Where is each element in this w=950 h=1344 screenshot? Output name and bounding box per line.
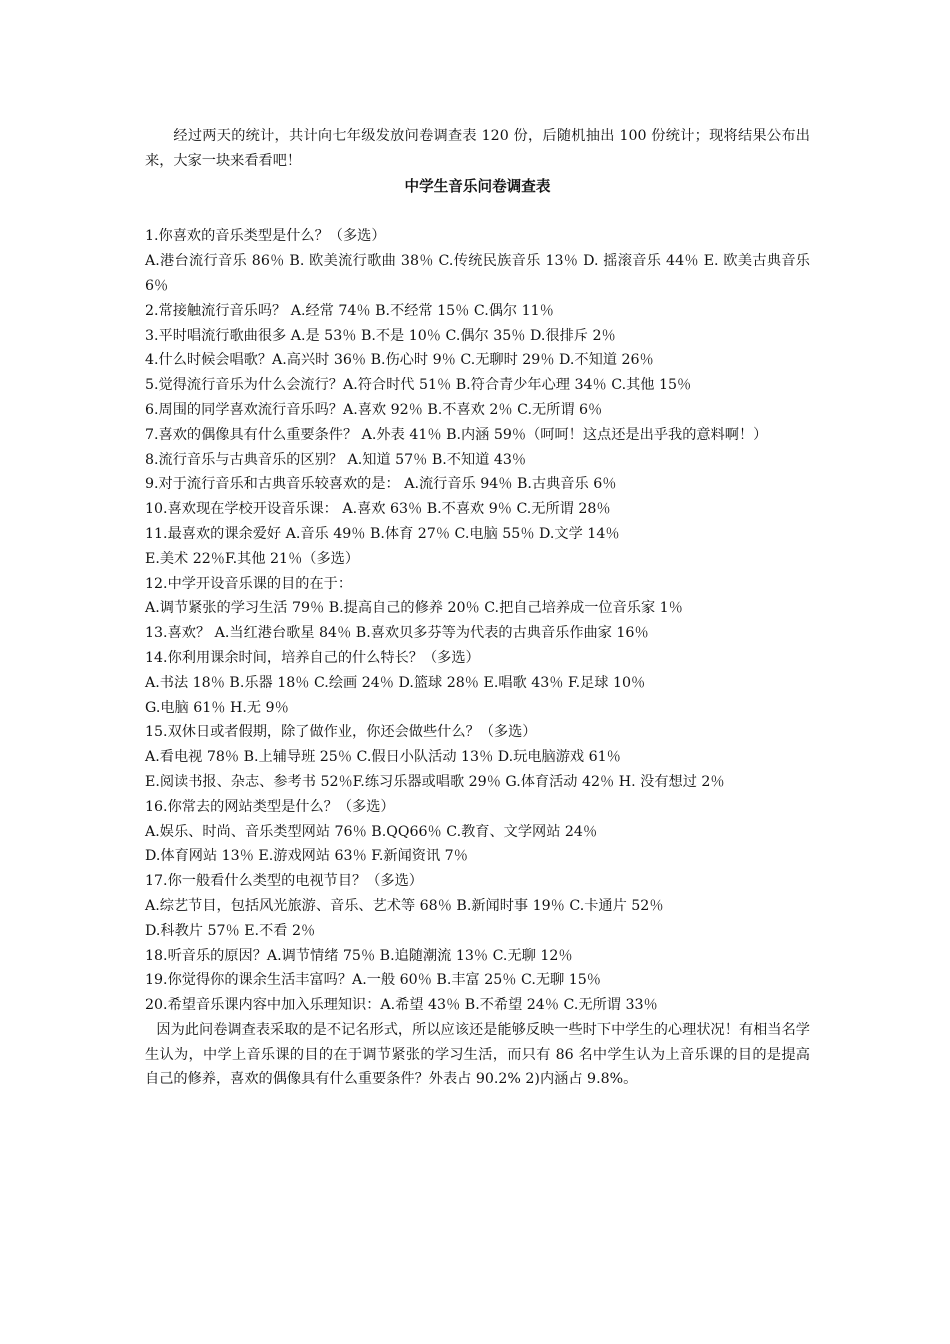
- question-16-options-a: A.娱乐、时尚、音乐类型网站 76％ B.QQ66％ C.教育、文学网站 24％: [145, 823, 598, 840]
- question-7: 7.喜欢的偶像具有什么重要条件？ A.外表 41％ B.内涵 59％（呵呵！这点还是出乎我的意料啊！）: [145, 426, 768, 443]
- question-9: 9.对于流行音乐和古典音乐较喜欢的是： A.流行音乐 94％ B.古典音乐 6％: [145, 476, 617, 493]
- question-14: 14.你利用课余时间，培养自己的什么特长？（多选）: [145, 649, 480, 666]
- blank-line: [145, 200, 810, 225]
- question-15-options-b: E.阅读书报、杂志、参考书 52％F.练习乐器或唱歌 29％ G.体育活动 42％ H. 没有想过 2％: [145, 773, 725, 790]
- question-4: 4.什么时候会唱歌？A.高兴时 36％ B.伤心时 9％ C.无聊时 29％ D.不知道 26％: [145, 352, 654, 369]
- survey-title: 中学生音乐问卷调查表: [404, 177, 551, 195]
- conclusion-paragraph: 因为此问卷调查表采取的是不记名形式，所以应该还是能够反映一些时下中学生的心理状况！有相当名学生认为，中学上音乐课的目的在于调节紧张的学习生活，而只有 86 名中学生认为上音乐课的目的是提高自己的修养，喜欢的偶像具有什么重要条件？外表占 90.2% 2)内涵占 9.8%。: [145, 1021, 810, 1088]
- question-17-options-a: A.综艺节目，包括风光旅游、音乐、艺术等 68％ B.新闻时事 19％ C.卡通片 52％: [145, 897, 664, 914]
- question-11-options: E.美术 22％F.其他 21％（多选）: [145, 550, 360, 567]
- question-6: 6.周围的同学喜欢流行音乐吗？A.喜欢 92％ B.不喜欢 2％ C.无所谓 6％: [145, 401, 603, 418]
- document-page: [145, 124, 810, 1092]
- question-14-options-a: A.书法 18％ B.乐器 18％ C.绘画 24％ D.篮球 28％ E.唱歌 43％ F.足球 10％: [145, 674, 646, 691]
- question-12-options: A.调节紧张的学习生活 79％ B.提高自己的修养 20％ C.把自己培养成一位音乐家 1％: [145, 600, 683, 617]
- question-5: 5.觉得流行音乐为什么会流行？A.符合时代 51％ B.符合青少年心理 34％ C.其他 15％: [145, 377, 692, 394]
- question-15-options-a: A.看电视 78％ B.上辅导班 25％ C.假日小队活动 13％ D.玩电脑游戏 61％: [145, 749, 621, 766]
- intro-paragraph: 经过两天的统计，共计向七年级发放问卷调查表 120 份，后随机抽出 100 份统计；现将结果公布出来，大家一块来看看吧！: [145, 128, 810, 169]
- question-13: 13.喜欢？ A.当红港台歌星 84％ B.喜欢贝多芬等为代表的古典音乐作曲家 16％: [145, 625, 649, 642]
- question-18: 18.听音乐的原因？A.调节情绪 75％ B.追随潮流 13％ C.无聊 12％: [145, 947, 573, 964]
- question-1-options: A.港台流行音乐 86％ B. 欧美流行歌曲 38％ C.传统民族音乐 13％ D. 摇滚音乐 44％ E. 欧美古典音乐 6％: [145, 253, 810, 294]
- question-11: 11.最喜欢的课余爱好 A.音乐 49％ B.体育 27％ C.电脑 55％ D.文学 14％: [145, 525, 620, 542]
- question-20: 20.希望音乐课内容中加入乐理知识：A.希望 43％ B.不希望 24％ C.无所谓 33％: [145, 997, 658, 1014]
- question-12: 12.中学开设音乐课的目的在于：: [145, 575, 353, 592]
- question-17-options-b: D.科教片 57％ E.不看 2％: [145, 922, 316, 939]
- question-1: 1.你喜欢的音乐类型是什么？（多选）: [145, 228, 386, 245]
- question-10: 10.喜欢现在学校开设音乐课： A.喜欢 63％ B.不喜欢 9％ C.无所谓 28％: [145, 501, 611, 518]
- question-17: 17.你一般看什么类型的电视节目？（多选）: [145, 873, 423, 890]
- question-3: 3.平时唱流行歌曲很多 A.是 53％ B.不是 10％ C.偶尔 35％ D.很排斥 2％: [145, 327, 616, 344]
- question-19: 19.你觉得你的课余生活丰富吗？A.一般 60％ B.丰富 25％ C.无聊 15％: [145, 972, 601, 989]
- question-14-options-b: G.电脑 61％ H.无 9％: [145, 699, 289, 716]
- question-8: 8.流行音乐与古典音乐的区别？ A.知道 57％ B.不知道 43％: [145, 451, 527, 468]
- question-2: 2.常接触流行音乐吗？ A.经常 74％ B.不经常 15％ C.偶尔 11％: [145, 302, 554, 319]
- question-16-options-b: D.体育网站 13％ E.游戏网站 63％ F.新闻资讯 7％: [145, 848, 468, 865]
- question-15: 15.双休日或者假期，除了做作业，你还会做些什么？（多选）: [145, 724, 537, 741]
- question-16: 16.你常去的网站类型是什么？（多选）: [145, 798, 395, 815]
